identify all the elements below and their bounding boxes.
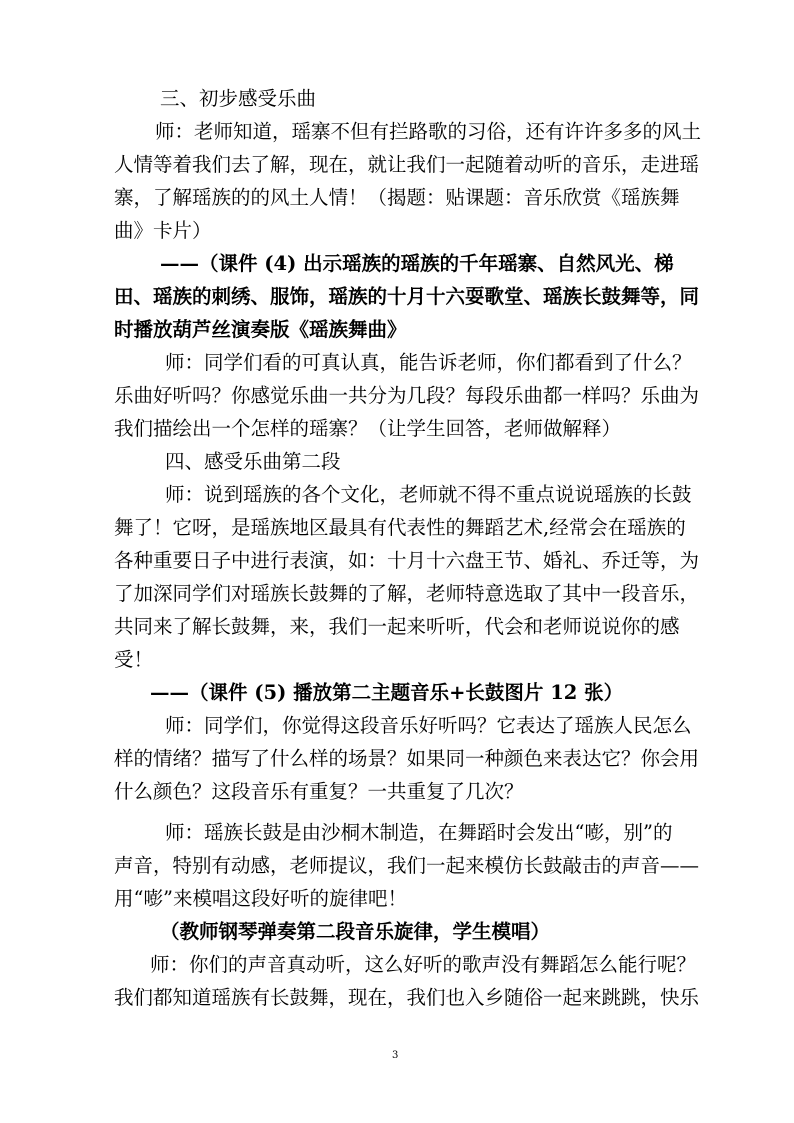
- paragraph-line: 师：你们的声音真动听，这么好听的歌声没有舞蹈怎么能行呢？: [150, 953, 697, 976]
- paragraph-line: 师：同学们看的可真认真，能告诉老师，你们都看到了什么？: [165, 351, 692, 374]
- section-heading-4: 四、感受乐曲第二段: [165, 450, 341, 473]
- paragraph-line: 寨，了解瑶族的的风土人情！（揭题：贴课题：音乐欣赏《瑶族舞: [114, 186, 680, 209]
- paragraph-line: 用“嘭”来模唱这段好听的旋律吧！: [114, 887, 407, 910]
- paragraph-line: 师：瑶族长鼓是由沙桐木制造，在舞蹈时会发出“嘭，别”的: [165, 821, 673, 844]
- paragraph-line: 我们都知道瑶族有长鼓舞，现在，我们也入乡随俗一起来跳跳，快乐: [114, 986, 700, 1009]
- paragraph-line: 共同来了解长鼓舞，来，我们一起来听听，代会和老师说说你的感: [114, 615, 680, 638]
- paragraph-line: 声音，特别有动感，老师提议，我们一起来模仿长鼓敲击的声音——: [114, 854, 700, 877]
- courseware-note-4: ——（课件 (4) 出示瑶族的瑶族的千年瑶寨、自然风光、梯: [160, 252, 674, 275]
- paragraph-line: 样的情绪？描写了什么样的场景？如果同一种颜色来表达它？你会用: [114, 747, 700, 770]
- courseware-note-5: ——（课件 (5) 播放第二主题音乐+长鼓图片 12 张）: [150, 681, 624, 704]
- teacher-action-note: （教师钢琴弹奏第二段音乐旋律，学生模唱）: [160, 920, 551, 943]
- paragraph-line: 我们描绘出一个怎样的瑶寨？（让学生回答，老师做解释）: [114, 417, 622, 440]
- section-heading-3: 三、初步感受乐曲: [160, 87, 317, 110]
- paragraph-line: 各种重要日子中进行表演，如：十月十六盘王节、婚礼、乔迁等，为: [114, 549, 700, 572]
- page-number: 3: [392, 1050, 399, 1061]
- paragraph-line: 师：同学们，你觉得这段音乐好听吗？它表达了瑶族人民怎么: [165, 714, 692, 737]
- courseware-note-4: 田、瑶族的刺绣、服饰，瑶族的十月十六耍歌堂、瑶族长鼓舞等，同: [114, 285, 700, 308]
- paragraph-line: 人情等着我们去了解，现在，就让我们一起随着动听的音乐，走进瑶: [114, 153, 700, 176]
- paragraph-line: 乐曲好听吗？你感觉乐曲一共分为几段？每段乐曲都一样吗？乐曲为: [114, 384, 700, 407]
- paragraph-line: 师：说到瑶族的各个文化，老师就不得不重点说说瑶族的长鼓: [165, 483, 692, 506]
- paragraph-line: 了加深同学们对瑶族长鼓舞的了解，老师特意选取了其中一段音乐，: [114, 582, 700, 605]
- paragraph-line: 师：老师知道，瑶寨不但有拦路歌的习俗，还有许许多多的风土: [155, 120, 702, 143]
- paragraph-line: 什么颜色？这段音乐有重复？一共重复了几次？: [114, 780, 524, 803]
- courseware-note-4: 时播放葫芦丝演奏版《瑶族舞曲》: [114, 318, 407, 341]
- paragraph-line: 受！: [114, 648, 154, 671]
- paragraph-line: 曲》卡片）: [114, 219, 212, 242]
- paragraph-line: 舞了！它呀，是瑶族地区最具有代表性的舞蹈艺术,经常会在瑶族的: [114, 516, 686, 539]
